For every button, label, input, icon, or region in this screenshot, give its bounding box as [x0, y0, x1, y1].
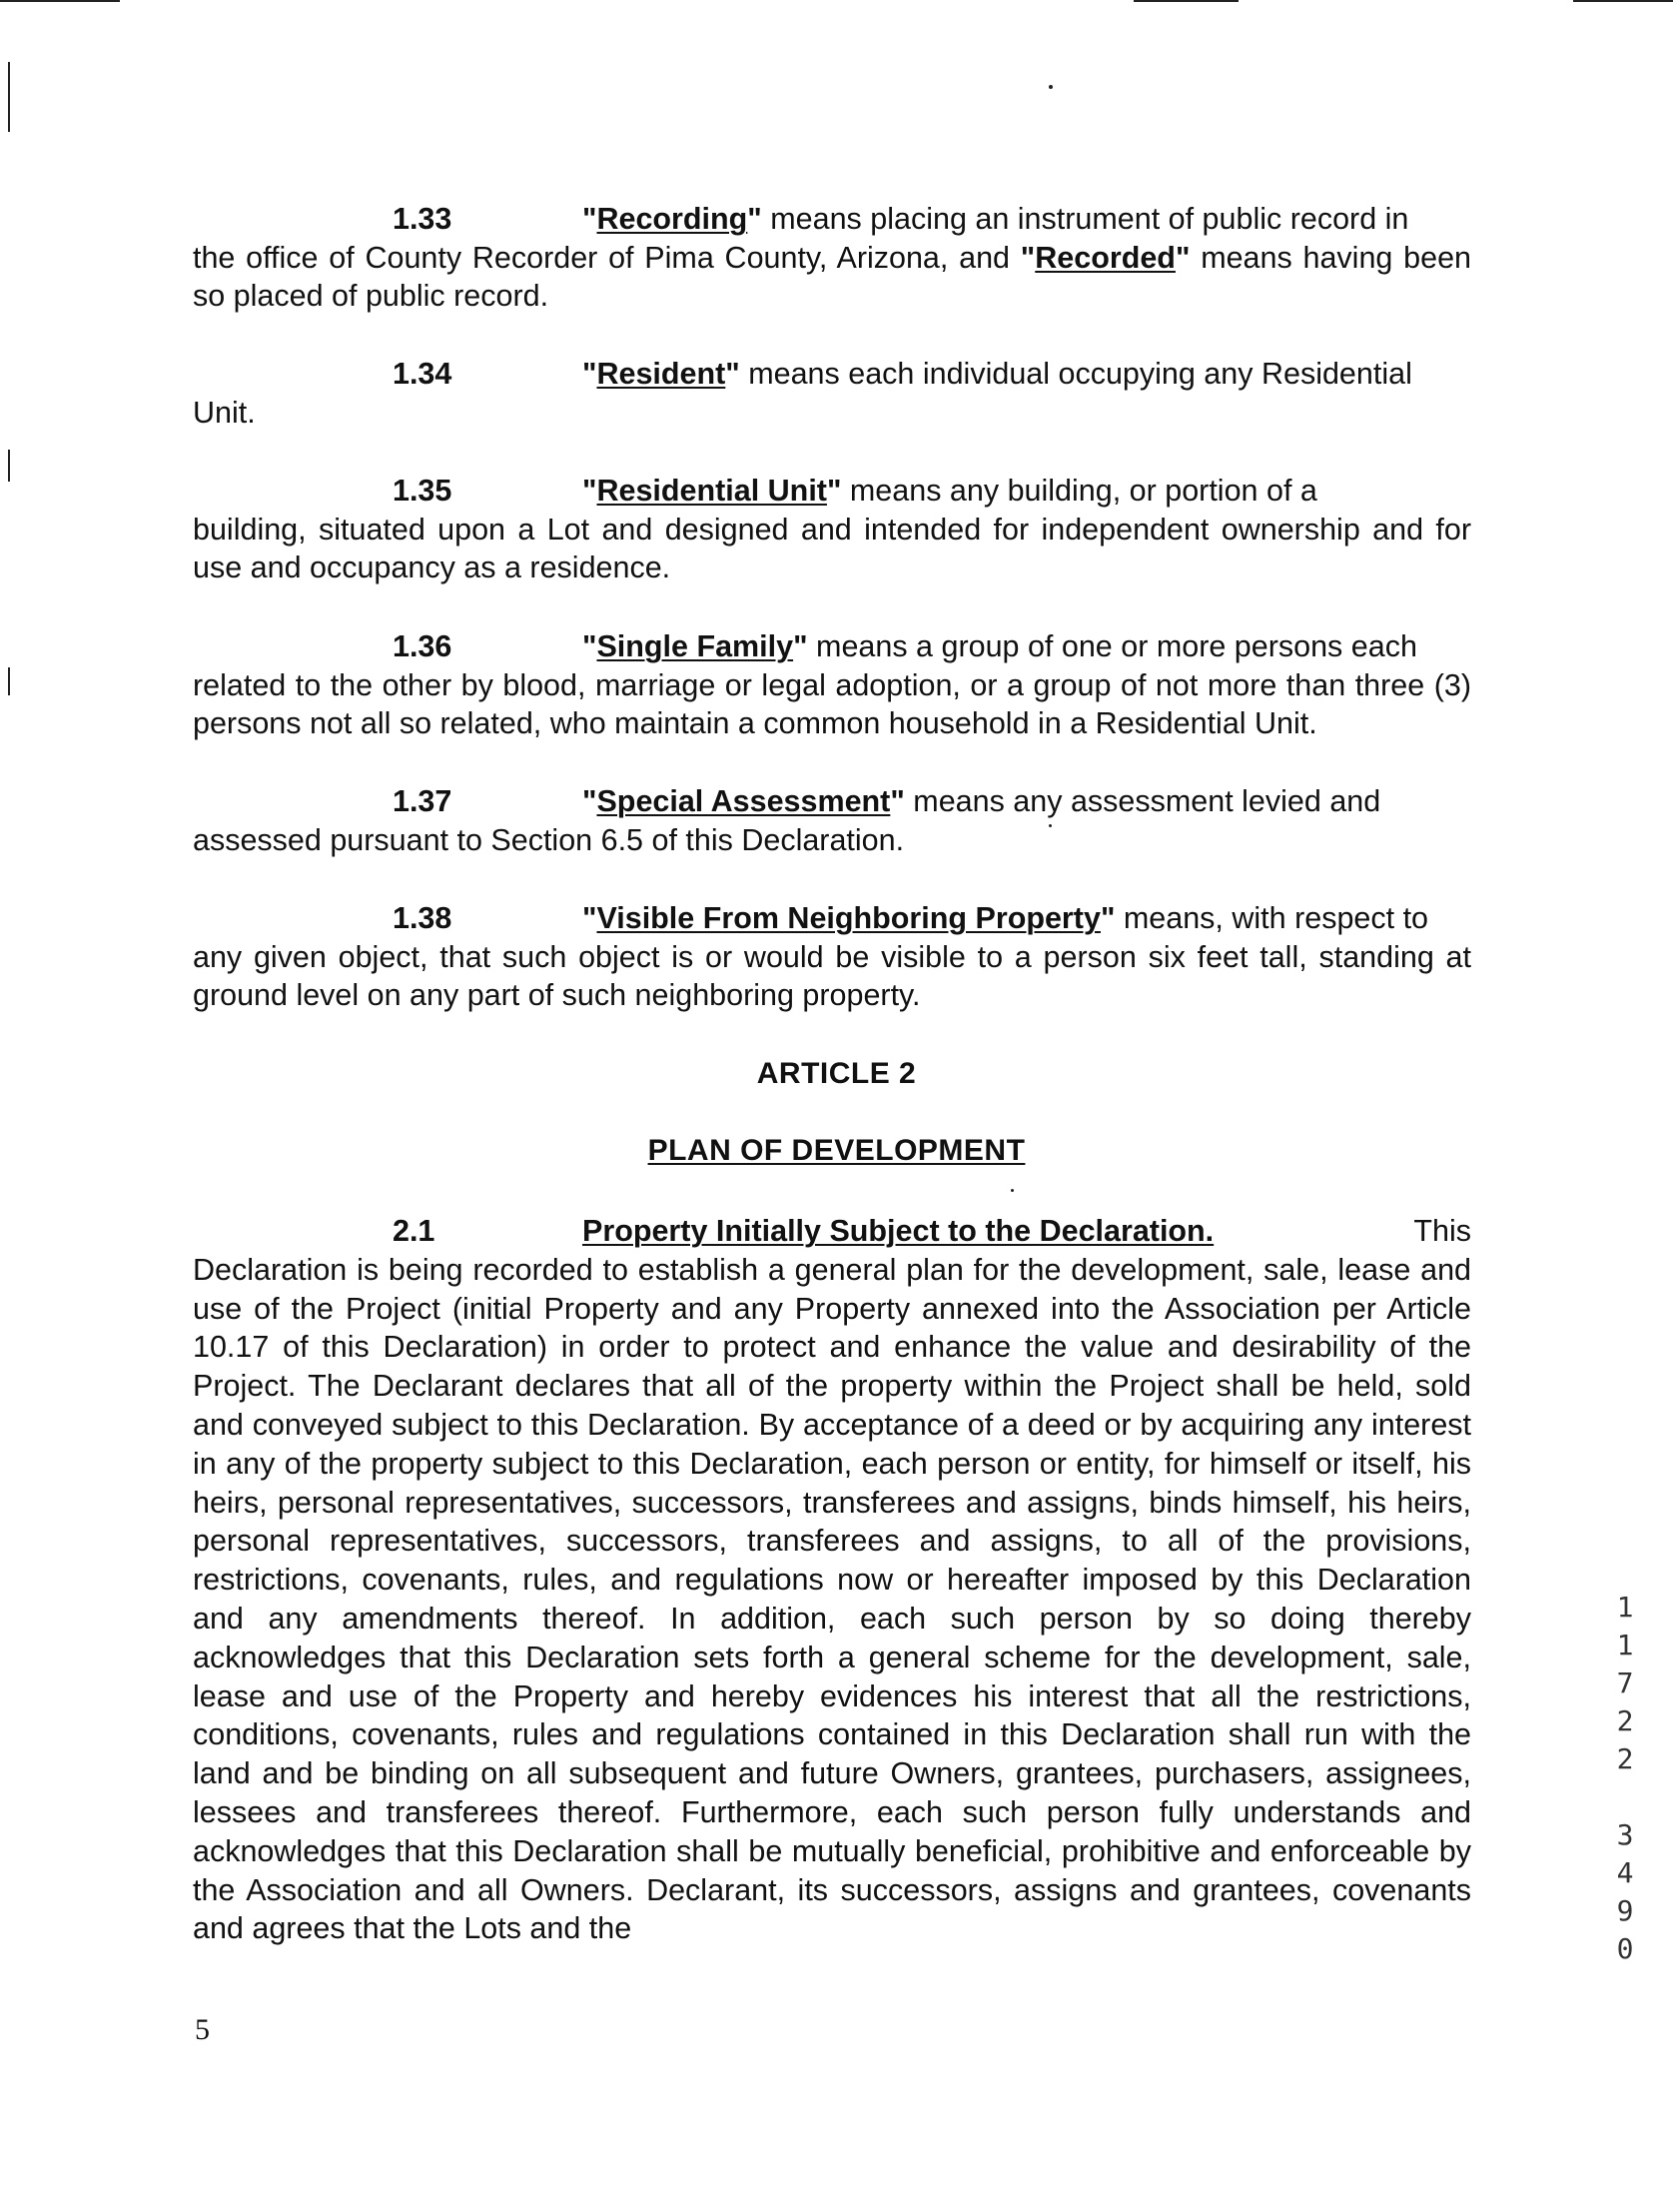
- stamp-digit: 4: [1616, 1856, 1634, 1889]
- defined-term: "Residential Unit": [582, 474, 842, 508]
- definition-number: 1.38: [393, 901, 452, 935]
- definition-number: 1.35: [393, 474, 452, 508]
- definition-1-34: [193, 355, 1471, 432]
- defined-term: "Recording": [582, 202, 762, 236]
- defined-term: "Special Assessment": [582, 784, 905, 818]
- stamp-digit: 3: [1616, 1818, 1634, 1851]
- stamp-digit: 7: [1616, 1666, 1634, 1699]
- definition-text: the office of County Recorder of Pima County, Arizona, and: [193, 240, 1021, 275]
- definition-1-35: [193, 472, 1471, 587]
- section-lead: This: [1413, 1214, 1471, 1248]
- definition-text: any given object, that such object is or would be visible to a person six feet tall, standing at ground level on any part of such neighboring property.: [193, 939, 1471, 1012]
- article-subtitle: PLAN OF DEVELOPMENT: [647, 1134, 1026, 1167]
- definition-lead: means placing an instrument of public record in: [761, 202, 1409, 236]
- stamp-digit: 2: [1616, 1742, 1634, 1775]
- definition-lead: means a group of one or more persons each: [807, 629, 1417, 663]
- scan-artifact-line: [0, 0, 120, 2]
- definition-text: assessed pursuant to Section 6.5 of this Declaration.: [193, 822, 905, 857]
- definition-lead: means each individual occupying any Residential: [739, 357, 1412, 391]
- definition-text: means having been so placed of public record.: [193, 240, 1471, 313]
- stamp-digit: 9: [1616, 1894, 1634, 1927]
- section-heading: Property Initially Subject to the Declaration.: [582, 1214, 1215, 1248]
- defined-term: "Resident": [582, 357, 740, 391]
- stamp-digit: 0: [1616, 1932, 1634, 1965]
- definition-lead: means, with respect to: [1115, 901, 1429, 935]
- definition-1-33: [193, 200, 1471, 316]
- definition-1-38: [193, 899, 1471, 1015]
- recording-stamp: [1610, 1589, 1640, 1968]
- defined-term: "Visible From Neighboring Property": [582, 901, 1116, 935]
- definition-1-36: [193, 627, 1471, 743]
- stamp-digit: 2: [1616, 1704, 1634, 1737]
- scan-artifact-line: [1134, 0, 1239, 2]
- scan-artifact-line: [8, 62, 10, 132]
- defined-term: "Recorded": [1020, 240, 1191, 275]
- stamp-digit: 1: [1616, 1629, 1634, 1661]
- section-body: Declaration is being recorded to establish a general plan for the development, sale, lease and use of the Project (initial Property and any Property annexed into the Association per Article 10.17 of this Declaration) in order to protect and enhance the value and desirability of the Project. The Declarant declares that all of the property within the Project shall be held, sold and conveyed subject to this Declaration. By acceptance of a deed or by acquiring any interest in any of the property subject to this Declaration, each person or entity, for himself or itself, his heirs, personal representatives, successors, transferees and assigns, binds himself, his heirs, personal representatives, successors, transferees and assigns, to all of the provisions, restrictions, covenants, rules, and regulations now or hereafter imposed by this Declaration and any amendments thereof. In addition, each such person by so doing thereby acknowledges that this Declaration sets forth a general scheme for the development, sale, lease and use of the Property and hereby evidences his interest that all the restrictions, conditions, covenants, rules and regulations contained in this Declaration shall run with the land and be binding on all subsequent and future Owners, grantees, purchasers, assignees, lessees and transferees thereof. Furthermore, each such person fully understands and acknowledges that this Declaration shall be mutually beneficial, prohibitive and enforceable by the Association and all Owners. Declarant, its successors, assigns and grantees, covenants and agrees that the Lots and the: [193, 1252, 1471, 1946]
- scan-artifact-dot: [1049, 85, 1053, 89]
- section-number: 2.1: [393, 1214, 435, 1248]
- stamp-digit: 1: [1616, 1591, 1634, 1624]
- definition-text: related to the other by blood, marriage or legal adoption, or a group of not more than three (3) persons not all so related, who maintain a common household in a Residential Unit.: [193, 667, 1471, 740]
- scan-artifact-dot: [1011, 1189, 1014, 1192]
- definition-number: 1.33: [393, 202, 452, 236]
- scan-artifact-line: [1573, 0, 1673, 2]
- scan-artifact-line: [8, 450, 10, 482]
- definition-lead: means any assessment levied and: [904, 784, 1381, 818]
- definition-text: building, situated upon a Lot and designed and intended for independent ownership and for use and occupancy as a residence.: [193, 512, 1471, 584]
- definition-lead: means any building, or portion of a: [841, 474, 1317, 508]
- scan-artifact-line: [8, 667, 10, 695]
- definition-number: 1.34: [393, 357, 452, 391]
- section-2-1: [193, 1212, 1471, 1948]
- defined-term: "Single Family": [582, 629, 808, 663]
- definition-number: 1.36: [393, 629, 452, 663]
- page-number: 5: [195, 2013, 210, 2046]
- definition-1-37: [193, 782, 1471, 859]
- article-title: ARTICLE 2: [756, 1057, 917, 1090]
- definition-number: 1.37: [393, 784, 452, 818]
- definition-text: Unit.: [193, 395, 256, 430]
